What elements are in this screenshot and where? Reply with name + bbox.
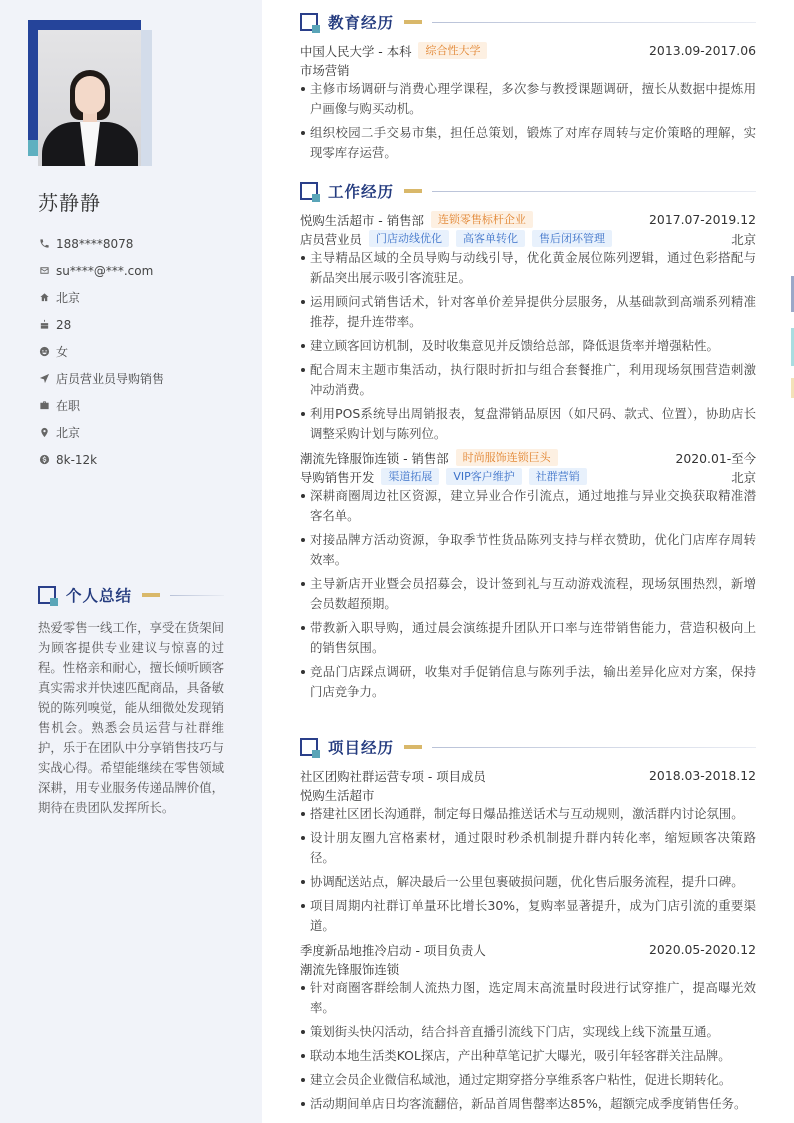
projects-title: 项目经历	[328, 739, 395, 757]
job-role: 导购销售开发	[300, 469, 375, 485]
section-square-icon	[300, 13, 318, 31]
list-item: 主导新店开业暨会员招募会，设计签到礼与互动游戏流程，现场氛围热烈，新增会员数超预期。	[300, 574, 756, 614]
info-home: 北京	[38, 284, 248, 311]
education-date: 2013.09-2017.06	[649, 43, 756, 58]
location-icon	[38, 427, 50, 439]
education-header	[300, 12, 756, 32]
job-date: 2020.01-至今	[675, 450, 756, 466]
job-role: 店员营业员	[300, 231, 362, 247]
section-square-icon	[300, 738, 318, 756]
list-item: 活动期间单店日均客流翻倍，新品首周售罄率达85%，超额完成季度销售任务。	[300, 1094, 756, 1114]
major-row	[300, 60, 756, 79]
section-square-icon	[300, 182, 318, 200]
work-section	[300, 181, 756, 706]
profile-photo-frame	[28, 20, 152, 166]
summary-title: 个人总结	[66, 587, 133, 605]
project-date: 2018.03-2018.12	[649, 768, 756, 783]
info-location: 北京	[38, 419, 248, 446]
job-city: 北京	[731, 469, 756, 485]
info-salary: 8k-12k	[38, 446, 248, 473]
job-bullets	[300, 248, 756, 444]
list-item: 主修市场调研与消费心理学课程，多次参与教授课题调研，擅长从数据中提炼用户画像与购买动机。	[300, 79, 756, 119]
cake-icon	[38, 319, 50, 331]
list-item: 竞品门店踩点调研，收集对手促销信息与陈列手法，输出差异化应对方案，保持门店竞争力。	[300, 662, 756, 702]
avatar	[38, 30, 141, 166]
project-org: 潮流先锋服饰连锁	[300, 961, 400, 977]
info-phone: 188****8078	[38, 230, 248, 257]
list-item: 建立顾客回访机制，及时收集意见并反馈给总部，降低退货率并增强粘性。	[300, 336, 756, 356]
project-name: 季度新品地推冷启动 - 项目负责人	[300, 942, 486, 958]
project-date: 2020.05-2020.12	[649, 942, 756, 957]
candidate-name: 苏静静	[38, 191, 101, 215]
summary-section	[38, 585, 224, 818]
list-item: 深耕商圈周边社区资源，建立异业合作引流点，通过地推与异业交换获取精准潜客名单。	[300, 486, 756, 526]
project-bullets	[300, 978, 756, 1114]
skill-tag: 售后闭环管理	[532, 230, 612, 247]
info-gender: 女	[38, 338, 248, 365]
work-title: 工作经历	[328, 183, 395, 201]
list-item: 项目周期内社群订单量环比增长30%，复购率显著提升，成为门店引流的重要渠道。	[300, 896, 756, 936]
skill-tag: 门店动线优化	[369, 230, 449, 247]
list-item: 对接品牌方活动资源，争取季节性货品陈列支持与样衣赞助，优化门店库存周转效率。	[300, 530, 756, 570]
info-email: su****@***.com	[38, 257, 248, 284]
job-bullets	[300, 486, 756, 702]
projects-section	[300, 737, 756, 1118]
work-header	[300, 181, 756, 201]
contact-info-list	[38, 230, 248, 473]
project-org: 悦购生活超市	[300, 787, 375, 803]
info-status: 在职	[38, 392, 248, 419]
job-date: 2017.07-2019.12	[649, 212, 756, 227]
company-tag: 连锁零售标杆企业	[431, 211, 533, 228]
school-tag: 综合性大学	[418, 42, 487, 59]
list-item: 配合周末主题市集活动，执行限时折扣与组合套餐推广，利用现场氛围营造刺激冲动消费。	[300, 360, 756, 400]
major: 市场营销	[300, 62, 350, 78]
company-name: 悦购生活超市 - 销售部	[300, 212, 424, 228]
section-square-icon	[38, 586, 56, 604]
company-tag: 时尚服饰连锁巨头	[456, 449, 558, 466]
info-position: 店员营业员导购销售	[38, 365, 248, 392]
job-entry	[300, 210, 756, 444]
skill-tag: VIP客户维护	[446, 468, 521, 485]
list-item: 主导精品区域的全员导购与动线引导，优化黄金展位陈列逻辑，通过色彩搭配与新品突出展示吸引客流驻足。	[300, 248, 756, 288]
list-item: 搭建社区团长沟通群，制定每日爆品推送话术与互动规则，激活群内讨论氛围。	[300, 804, 756, 824]
list-item: 针对商圈客群绘制人流热力图，选定周末高流量时段进行试穿推广，提高曝光效率。	[300, 978, 756, 1018]
list-item: 组织校园二手交易市集，担任总策划，锻炼了对库存周转与定价策略的理解，实现零库存运营。	[300, 123, 756, 163]
list-item: 利用POS系统导出周销报表，复盘滞销品原因（如尺码、款式、位置），协助店长调整采购计划与陈列位。	[300, 404, 756, 444]
salary-icon	[38, 454, 50, 466]
project-entry	[300, 940, 756, 1114]
company-name: 潮流先锋服饰连锁 - 销售部	[300, 450, 449, 466]
job-city: 北京	[731, 231, 756, 247]
briefcase-icon	[38, 400, 50, 412]
list-item: 策划街头快闪活动，结合抖音直播引流线下门店，实现线上线下流量互通。	[300, 1022, 756, 1042]
phone-icon	[38, 238, 50, 250]
education-row	[300, 41, 756, 60]
skill-tag: 渠道拓展	[381, 468, 439, 485]
list-item: 运用顾问式销售话术，针对客单价差异提供分层服务，从基础款到高端系列精准推荐，提升连带率。	[300, 292, 756, 332]
education-bullets	[300, 79, 756, 163]
project-name: 社区团购社群运营专项 - 项目成员	[300, 768, 486, 784]
skill-tag: 社群营销	[529, 468, 587, 485]
school-name: 中国人民大学 - 本科	[300, 43, 412, 59]
project-entry	[300, 766, 756, 936]
education-title: 教育经历	[328, 14, 395, 32]
projects-header	[300, 737, 756, 757]
education-section	[300, 12, 756, 167]
summary-text: 热爱零售一线工作，享受在货架间为顾客提供专业建议与惊喜的过程。性格亲和耐心，擅长倾听顾客真实需求并快速匹配商品，具备敏锐的陈列嗅觉，能从细微处发现销售机会。熟悉会员运营与社群维护，乐于在团队中分享销售技巧与实战心得。希望能继续在零售领域深耕，用专业服务传递品牌价值，期待在贵团队发挥所长。	[38, 620, 224, 815]
list-item: 协调配送站点，解决最后一公里包裹破损问题，优化售后服务流程，提升口碑。	[300, 872, 756, 892]
sidebar	[0, 0, 262, 1123]
gender-icon	[38, 346, 50, 358]
list-item: 联动本地生活类KOL探店，产出种草笔记扩大曝光，吸引年轻客群关注品牌。	[300, 1046, 756, 1066]
mail-icon	[38, 265, 50, 277]
project-bullets	[300, 804, 756, 936]
job-entry	[300, 448, 756, 702]
home-icon	[38, 292, 50, 304]
list-item: 建立会员企业微信私域池，通过定期穿搭分享维系客户粘性，促进长期转化。	[300, 1070, 756, 1090]
skill-tag: 高客单转化	[456, 230, 525, 247]
info-age: 28	[38, 311, 248, 338]
list-item: 带教新入职导购，通过晨会演练提升团队开口率与连带销售能力，营造积极向上的销售氛围。	[300, 618, 756, 658]
send-icon	[38, 373, 50, 385]
summary-header	[38, 585, 224, 605]
list-item: 设计朋友圈九宫格素材，通过限时秒杀机制提升群内转化率，缩短顾客决策路径。	[300, 828, 756, 868]
